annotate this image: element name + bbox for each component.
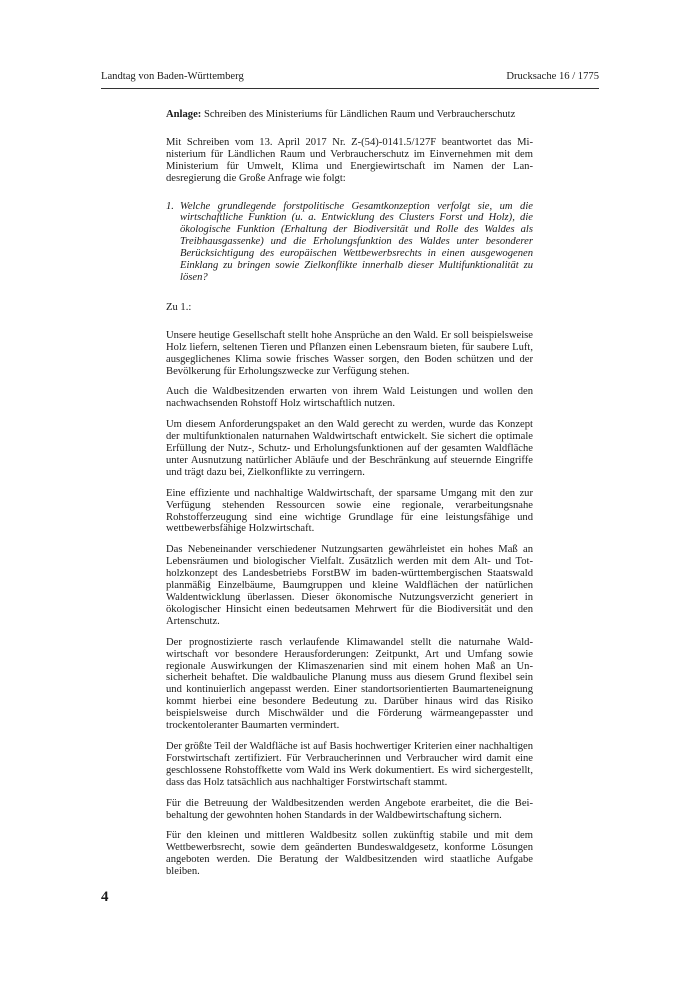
answer-paragraph: Um diesem Anforderungspaket an den Wald gerecht zu werden, wurde das Konzept der multifunktionalen naturnahen Waldwirtschaft entwickelt. Sie sichert die optimale Erfüllung der Nutz-, Schutz- und Erholungsfunktionen auf der gesamten Waldfläche unter Ausnutzung natürlicher Abläufe und der Beschränkung auf steuernde Eingriffe und trägt dazu bei, Zielkonflikte zu verringern.: [166, 419, 533, 478]
page-number: 4: [101, 889, 109, 905]
answer-paragraph: Auch die Waldbesitzenden erwarten von ihrem Wald Leistungen und wollen den nachwachsenden Rohstoff Holz wirtschaftlich nutzen.: [166, 386, 533, 410]
answer-paragraph: Für den kleinen und mittleren Waldbesitz sollen zukünftig stabile und mit dem Wettbewerbsrecht, sowie dem geänderten Bundeswaldgesetz, konforme Lösungen angeboten werden. Die Beratung der Waldbesitzenden wird staatliche Aufgabe bleiben.: [166, 830, 533, 878]
anlage-text: Schreiben des Ministeriums für Ländlichen Raum und Verbraucherschutz: [201, 109, 516, 120]
answer-paragraph: Der prognostizierte rasch verlaufende Klimawandel stellt die naturnahe Waldwirtschaft vor besondere Herausforderungen: Zeitpunkt, Art und Umfang sowie regionale Auswirkungen der Klimaszenarien sind mit einem hohen Maß an Unsicherheit behaftet. Die waldbauliche Planung muss aus diesem Grund flexibel sein und kontinuierlich angepasst werden. Einer standortsorientierten Baumarteneignung kommt hierbei eine besondere Bedeutung zu. Darüber hinaus wird das Risiko beispielsweise durch Mischwälder und die Förderung wärmeangepasster und trockentoleranter Baumarten vermindert.: [166, 636, 533, 732]
question-block: [166, 201, 533, 284]
anlage-label: Anlage:: [166, 109, 202, 120]
answer-paragraph: Für die Betreuung der Waldbesitzenden werden Angebote erarbeitet, die die Beibehaltung der gewohnten hohen Standards in der Waldbewirtschaftung sichern.: [166, 797, 533, 821]
header-parliament-name: Landtag von Baden-Württemberg: [101, 71, 244, 82]
question-text: Welche grundlegende forstpolitische Gesamtkonzeption verfolgt sie, um die wirtschaftliche Funktion (u. a. Entwicklung des Clusters Forst und Holz), die ökologische Funktion (Erhaltung der Biodiversität und Rolle des Waldes als Treibhausgassenke) und die Erholungsfunktion des Waldes unter besonderer Berücksichtigung des europäischen Wettbewerbsrechts in einen ausgewogenen Einklang zu bringen sowie Zielkonflikte innerhalb dieser Multifunktionalität zu lösen?: [180, 200, 533, 283]
anlage-line: [166, 109, 533, 121]
answer-heading: Zu 1.:: [166, 301, 192, 313]
header-divider: [101, 88, 599, 89]
intro-paragraph: Mit Schreiben vom 13. April 2017 Nr. Z-(54)-0141.5/127F beantwortet das Ministerium für Ländlichen Raum und Verbraucherschutz im Einvernehmen mit dem Ministerium für Umwelt, Klima und Energiewirtschaft im Namen der Landesregierung die Große Anfrage wie folgt:: [166, 136, 533, 184]
answer-paragraph: Eine effiziente und nachhaltige Waldwirtschaft, der sparsame Umgang mit den zur Verfügung stehenden Ressourcen sowie eine regionale, verarbeitungsnahe Rohstofferzeugung sind eine wichtige Grundlage für eine leistungsfähige und wettbewerbsfähige Holzwirtschaft.: [166, 487, 533, 535]
header-document-number: Drucksache 16 / 1775: [506, 71, 599, 82]
document-body: [166, 109, 533, 887]
running-header: [101, 70, 599, 88]
question-number: 1.: [166, 200, 174, 212]
answer-paragraph: Der größte Teil der Waldfläche ist auf Basis hochwertiger Kriterien einer nachhaltigen Forstwirtschaft zertifiziert. Für Verbraucherinnen und Verbraucher wird damit eine geschlossene Rohstoffkette vom Wald ins Werk dokumentiert. Es wird sichergestellt, dass das Holz tatsächlich aus nachhaltiger Forstwirtschaft stammt.: [166, 740, 533, 788]
answer-paragraph: Das Nebeneinander verschiedener Nutzungsarten gewährleistet ein hohes Maß an Lebensräumen und biologischer Vielfalt. Zusätzlich werden mit dem Alt- und Totholzkonzept des Landesbetriebs ForstBW im baden-württembergischen Staatswald planmäßig Einzelbäume, Baumgruppen und kleine Waldflächen der natürlichen Waldentwicklung überlassen. Dieser ökonomische Nutzungsverzicht generiert in ökologischer Hinsicht einen bedeutsamen Mehrwert für die Biodiversität und den Artenschutz.: [166, 544, 533, 627]
answer-paragraph: Unsere heutige Gesellschaft stellt hohe Ansprüche an den Wald. Er soll beispielsweise Holz liefern, seltenen Tieren und Pflanzen einen Lebensraum bieten, für saubere Luft, ausgeglichenes Klima sowie frisches Wasser sorgen, den Boden schützen und der Bevölkerung für Erholungszwecke zur Verfügung stehen.: [166, 329, 533, 377]
